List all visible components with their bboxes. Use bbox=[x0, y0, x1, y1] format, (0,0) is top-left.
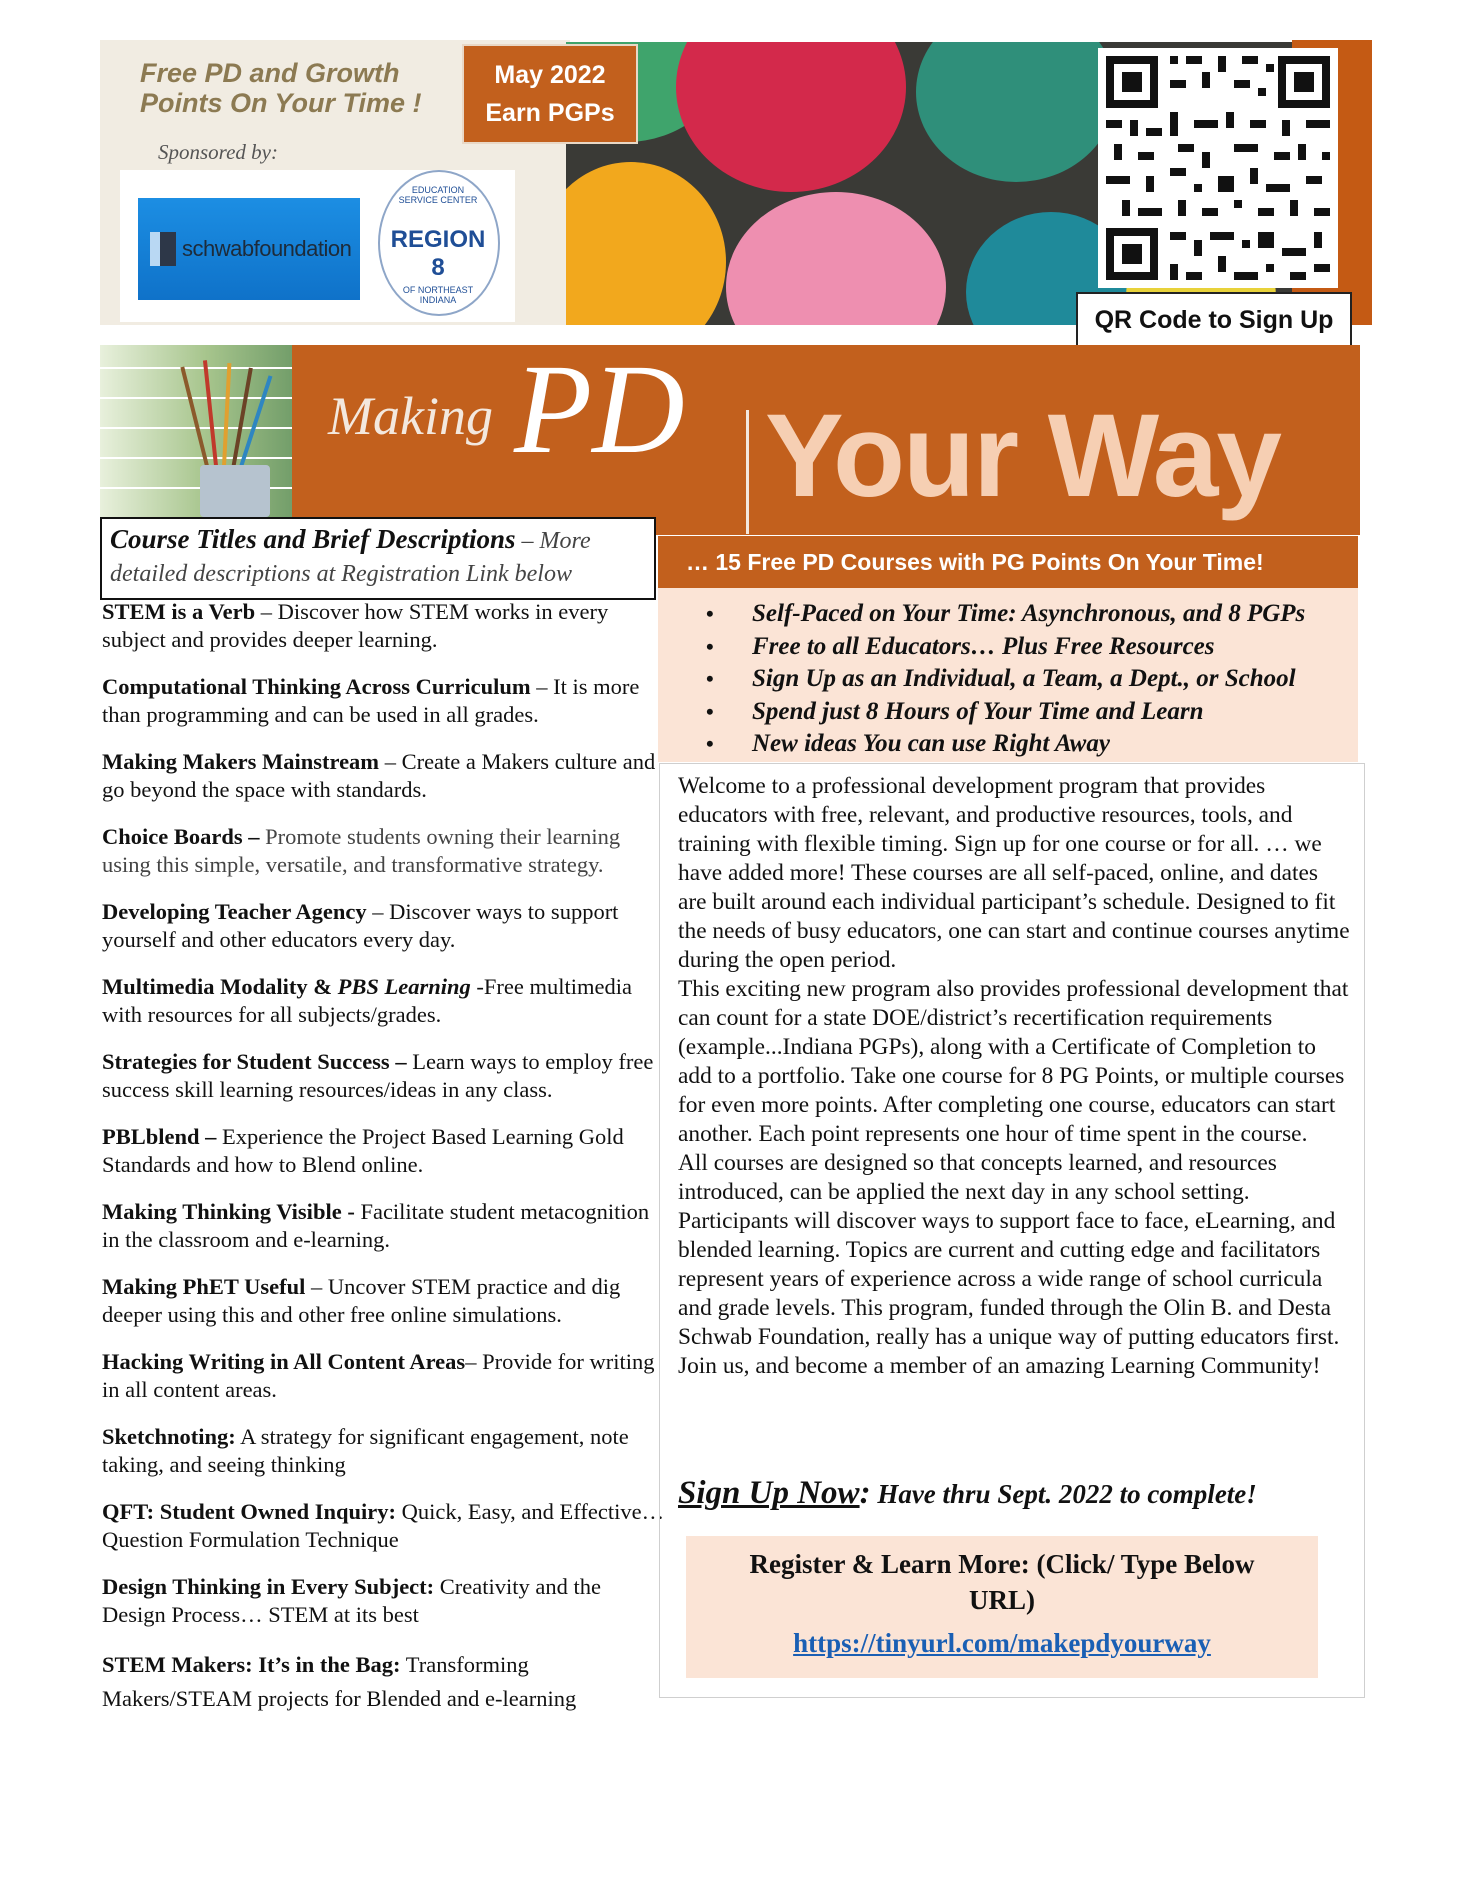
course-desc: – Uncover STEM practice and dig deeper using this and other free online simulations. bbox=[102, 1274, 621, 1327]
course-item bbox=[102, 1423, 666, 1479]
course-item bbox=[102, 748, 666, 804]
course-item bbox=[102, 598, 666, 654]
course-desc: Promote students owning their learning using this simple, versatile, and transformative strategy. bbox=[102, 824, 621, 877]
course-item bbox=[102, 1198, 666, 1254]
course-item bbox=[102, 823, 666, 879]
course-title: PBLblend – bbox=[102, 1124, 223, 1149]
description-paragraph: This exciting new program also provides professional development that can count for a state DOE/district’s recertification requirements (example...Indiana PGPs), along with a Certificate of Completion to add to a portfolio. Take one course for 8 PG Points, or multiple courses for even more points. After completing one course, educators can start another. Each point represents one hour of time spent in the course. bbox=[678, 976, 1349, 1147]
highlight-item: • Sign Up as an Individual, a Team, a Dept., or School bbox=[706, 663, 1356, 696]
course-header-title: Course Titles and Brief Descriptions bbox=[110, 524, 516, 554]
registration-link[interactable]: https://tinyurl.com/makepdyourway bbox=[793, 1628, 1211, 1658]
course-title: QFT: Student Owned Inquiry: bbox=[102, 1499, 397, 1524]
course-desc: – Discover ways to support yourself and other educators every day. bbox=[102, 899, 619, 952]
paint-brushes-photo bbox=[100, 345, 292, 517]
course-desc: Facilitate student metacognition in the classroom and e-learning. bbox=[102, 1199, 650, 1252]
course-list-header bbox=[100, 517, 656, 600]
course-title: Hacking Writing in All Content Areas bbox=[102, 1349, 466, 1374]
qr-code[interactable] bbox=[1098, 48, 1338, 288]
sponsored-by-label: Sponsored by: bbox=[158, 140, 278, 164]
course-desc: – It is more than programming and can be used in all grades. bbox=[102, 674, 640, 727]
schwab-mark-icon bbox=[150, 232, 176, 266]
description-paragraph: Welcome to a professional development program that provides educators with free, relevant, and productive resources, tools, and training with flexible timing. Sign up for one course or for all. … we have added more! These courses are all self-paced, online, and dates are built around each individual participant’s schedule. Designed to fit the needs of busy educators, one can start and continue courses anytime during the open period. bbox=[678, 773, 1350, 973]
highlights-list bbox=[706, 598, 1356, 761]
course-title-italic: PBS Learning bbox=[337, 974, 471, 999]
course-title: Choice Boards – bbox=[102, 824, 266, 849]
course-title: Strategies for Student Success – bbox=[102, 1049, 413, 1074]
region-logo-text: REGION 8 bbox=[390, 226, 486, 281]
course-title: STEM Makers: It’s in the Bag: bbox=[102, 1652, 401, 1677]
register-panel bbox=[686, 1536, 1318, 1678]
description-paragraph: All courses are designed so that concepts learned, and resources introduced, can be applied the next day in any school setting. Participants will discover ways to support face to face, eLearning, and blended learning. Topics are current and cutting edge and facilitators represent years of experience across a wide range of school curricula and grade levels. This program, funded through the Olin B. and Desta Schwab Foundation, really has a unique way of putting educators first. Join us, and become a member of an amazing Learning Community! bbox=[678, 1150, 1340, 1379]
course-desc: A strategy for significant engagement, note taking, and seeing thinking bbox=[102, 1424, 629, 1477]
course-title: Design Thinking in Every Subject: bbox=[102, 1574, 435, 1599]
course-item bbox=[102, 1498, 666, 1554]
title-making: Making bbox=[328, 386, 493, 446]
course-desc: – Create a Makers culture and go beyond the space with standards. bbox=[102, 749, 656, 802]
course-desc: Creativity and the Design Process… STEM at its best bbox=[102, 1574, 601, 1627]
course-title: Sketchnoting: bbox=[102, 1424, 236, 1449]
course-title: Multimedia Modality & bbox=[102, 974, 338, 999]
subtitle-banner: … 15 Free PD Courses with PG Points On Your Time! bbox=[658, 536, 1358, 588]
course-item bbox=[102, 673, 666, 729]
course-item bbox=[102, 1123, 666, 1179]
course-desc: – Discover how STEM works in every subject and provides deeper learning. bbox=[102, 599, 609, 652]
course-desc: Experience the Project Based Learning Gold Standards and how to Blend online. bbox=[102, 1124, 624, 1177]
date-badge bbox=[462, 44, 638, 144]
qr-code-label: QR Code to Sign Up bbox=[1076, 292, 1352, 384]
signup-callout bbox=[678, 1475, 1350, 1512]
highlight-item: • New ideas You can use Right Away bbox=[706, 728, 1356, 761]
tagline: Free PD and Growth Points On Your Time ! bbox=[140, 58, 422, 118]
course-item bbox=[102, 1573, 666, 1629]
course-desc: Learn ways to employ free success skill learning resources/ideas in any class. bbox=[102, 1049, 654, 1102]
highlight-item: • Free to all Educators… Plus Free Resources bbox=[706, 631, 1356, 664]
region-ring-top-text: EDUCATION SERVICE CENTER bbox=[398, 185, 478, 205]
signup-colon: : bbox=[859, 1475, 871, 1511]
course-item bbox=[102, 973, 666, 1029]
region-ring-bottom-text: OF NORTHEAST INDIANA bbox=[402, 285, 474, 305]
course-desc: -Free multimedia with resources for all subjects/grades. bbox=[102, 974, 632, 1027]
course-title: Computational Thinking Across Curriculum bbox=[102, 674, 531, 699]
course-item bbox=[102, 1648, 666, 1716]
course-item bbox=[102, 1048, 666, 1104]
course-title: Developing Teacher Agency bbox=[102, 899, 367, 924]
course-title: Making PhET Useful bbox=[102, 1274, 306, 1299]
date-badge-pgps: Earn PGPs bbox=[485, 99, 615, 127]
course-desc: Transforming Makers/STEAM projects for Blended and e-learning bbox=[102, 1652, 577, 1711]
schwab-logo-text: schwabfoundation bbox=[182, 236, 352, 261]
course-desc: Quick, Easy, and Effective… Question Formulation Technique bbox=[102, 1499, 665, 1552]
course-item bbox=[102, 1348, 666, 1404]
course-desc: – Provide for writing in all content areas. bbox=[102, 1349, 655, 1402]
highlight-item: • Self-Paced on Your Time: Asynchronous, and 8 PGPs bbox=[706, 598, 1356, 631]
title-your-way: Your Way bbox=[765, 390, 1281, 522]
course-list bbox=[102, 598, 666, 1735]
highlight-item: • Spend just 8 Hours of Your Time and Learn bbox=[706, 696, 1356, 729]
signup-deadline: Have thru Sept. 2022 to complete! bbox=[870, 1479, 1257, 1509]
course-header-note: – More detailed descriptions at Registration Link below bbox=[110, 528, 591, 587]
course-item bbox=[102, 1273, 666, 1329]
title-divider bbox=[746, 410, 749, 534]
course-title: Making Makers Mainstream bbox=[102, 749, 380, 774]
schwab-foundation-logo bbox=[138, 198, 360, 300]
program-description bbox=[678, 772, 1350, 1381]
date-badge-month: May 2022 bbox=[494, 61, 606, 89]
course-item bbox=[102, 898, 666, 954]
register-title: Register & Learn More: (Click/ Type Below URL) bbox=[749, 1549, 1255, 1615]
course-title: Making Thinking Visible - bbox=[102, 1199, 361, 1224]
title-pd: PD bbox=[514, 338, 685, 480]
course-title: STEM is a Verb bbox=[102, 599, 256, 624]
signup-now-link[interactable]: Sign Up Now bbox=[678, 1475, 860, 1511]
